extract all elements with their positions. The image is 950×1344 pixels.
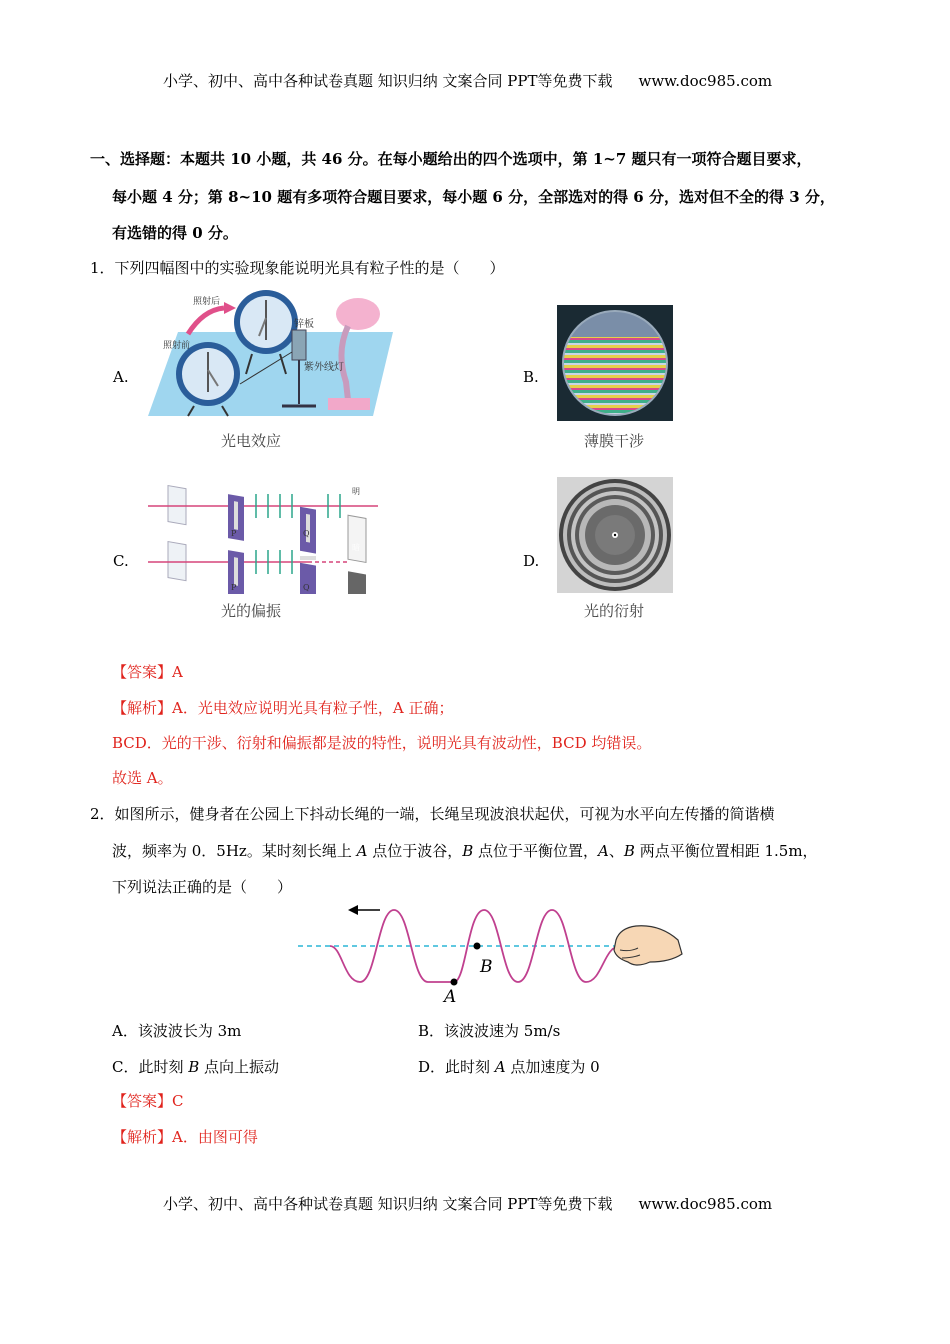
footer-url[interactable]: www.doc985.com [638, 1195, 773, 1213]
point-a-label: A [444, 987, 457, 1007]
caption-diffraction: 光的衍射 [584, 602, 645, 620]
q2-text-segment: 两点平衡位置相距 1.5m， [634, 842, 818, 860]
q2-option-b: B．该波波速为 5m/s [418, 1022, 561, 1040]
q1-analysis-label: 【解析】 [112, 699, 173, 717]
header-url[interactable]: www.doc985.com [638, 72, 773, 90]
wave-figure [290, 900, 690, 1008]
q2-text-segment: 点位于波谷， [367, 842, 463, 860]
var-b: B [623, 842, 635, 860]
section-heading-line-1: 一、选择题：本题共 10 小题，共 46 分。在每小题给出的四个选项中，第 1~7 题只有一项符合题目要求， [90, 150, 812, 168]
q2-text-segment: 点位于平衡位置， [473, 842, 599, 860]
photoelectric-effect-figure [148, 282, 393, 422]
q1-option-d-label: D. [523, 552, 540, 570]
page-header [163, 70, 772, 91]
polarization-figure [148, 476, 378, 594]
point-b-dot [474, 943, 481, 950]
q2-option-d-text: D．此时刻 [418, 1058, 495, 1076]
q1-analysis-line-2: BCD．光的干涉、衍射和偏振都是波的特性，说明光具有波动性，BCD 均错误。 [112, 734, 652, 752]
label-before-irradiation: 照射前 [163, 341, 191, 351]
q2-option-c-text: 点向上振动 [199, 1058, 280, 1076]
label-after-irradiation: 照射后 [193, 297, 221, 307]
caption-polarization: 光的偏振 [221, 602, 282, 620]
q2-option-d [418, 1056, 600, 1077]
q2-analysis-line-1 [112, 1126, 258, 1147]
label-bright: 明 [352, 487, 360, 496]
q1-analysis-line-1 [112, 697, 453, 718]
var-a: A [494, 1058, 506, 1076]
var-a: A [356, 842, 368, 860]
q2-answer: 【答案】C [112, 1092, 184, 1110]
q1-answer: 【答案】A [112, 663, 183, 681]
q2-option-a: A．该波波长为 3m [112, 1022, 242, 1040]
diffraction-figure [557, 477, 673, 593]
var-b: B [462, 842, 474, 860]
q1-option-a-label: A. [113, 368, 129, 386]
q1-stem: 1．下列四幅图中的实验现象能说明光具有粒子性的是（ ） [90, 259, 505, 277]
section-heading-line-2: 每小题 4 分；第 8~10 题有多项符合题目要求，每小题 6 分，全部选对的得 6 分，选对但不全的得 3 分， [112, 188, 835, 206]
q1-analysis-line-3: 故选 A。 [112, 769, 173, 787]
label-q-bottom: Q [303, 583, 310, 592]
label-p-bottom: P [231, 583, 237, 592]
q2-analysis-label: 【解析】 [112, 1128, 173, 1146]
var-a: A [598, 842, 609, 860]
label-p-top: P [231, 529, 237, 538]
left-arrow-icon [348, 905, 380, 915]
q2-text-segment: 波，频率为 0．5Hz。某时刻长绳上 [112, 842, 357, 860]
q2-stem-line-1: 2．如图所示，健身者在公园上下抖动长绳的一端，长绳呈现波浪状起伏，可视为水平向左传播的简谐横 [90, 805, 775, 823]
q1-analysis-text-1: A．光电效应说明光具有粒子性，A 正确； [172, 699, 454, 717]
caption-thin-film: 薄膜干涉 [584, 432, 645, 450]
q1-option-c-label: C. [113, 552, 129, 570]
label-zinc-plate: 锌板 [294, 319, 314, 330]
point-a-dot [451, 979, 458, 986]
q2-text-segment: 、 [608, 842, 624, 860]
var-b: B [188, 1058, 200, 1076]
q2-analysis-text-1: A．由图可得 [172, 1128, 258, 1146]
section-heading-line-3: 有选错的得 0 分。 [112, 224, 238, 242]
page-footer [163, 1193, 772, 1214]
q1-option-b-label: B. [523, 368, 539, 386]
header-text: 小学、初中、高中各种试卷真题 知识归纳 文案合同 PPT等免费下载 [163, 72, 613, 90]
caption-photoelectric: 光电效应 [221, 432, 282, 450]
q2-option-c-text: C．此时刻 [112, 1058, 189, 1076]
q2-option-c [112, 1056, 279, 1077]
thin-film-interference-figure [557, 305, 673, 421]
label-uv-lamp: 紫外线灯 [304, 362, 344, 373]
q2-option-d-text: 点加速度为 0 [505, 1058, 600, 1076]
q2-stem-line-2 [112, 840, 818, 861]
label-dark: 暗 [352, 543, 360, 552]
footer-text: 小学、初中、高中各种试卷真题 知识归纳 文案合同 PPT等免费下载 [163, 1195, 613, 1213]
hand-icon [614, 926, 682, 965]
point-b-label: B [480, 957, 493, 977]
q2-stem-line-3: 下列说法正确的是（ ） [112, 878, 293, 896]
label-q-top: Q [303, 529, 310, 538]
